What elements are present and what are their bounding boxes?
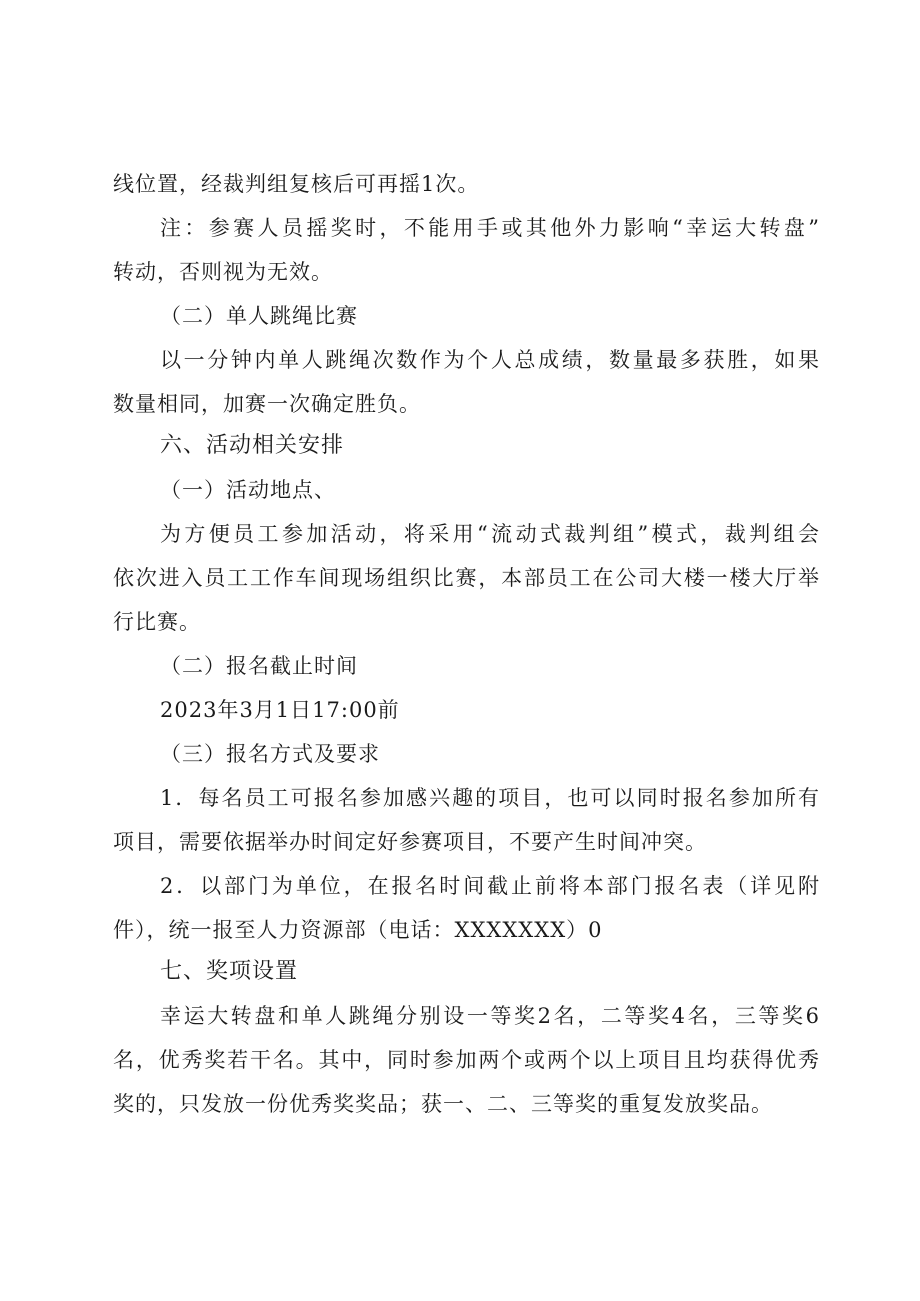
deadline-text: 2023年3月1日17:00前 <box>160 698 400 722</box>
location-line-2: 依次进入员工工作车间现场组织比赛，本部员工在公司大楼一楼大厅举 <box>113 566 820 590</box>
method-2-line-2: 件），统一报至人力资源部（电话：XXXXXXX）0 <box>113 918 603 942</box>
note-line-1: 注：参赛人员摇奖时，不能用手或其他外力影响“幸运大转盘” <box>160 216 820 240</box>
method-1-line-1: 1．每名员工可报名参加感兴趣的项目，也可以同时报名参加所有 <box>160 786 820 810</box>
subheading-location: （一）活动地点、 <box>160 478 336 502</box>
location-line-1: 为方便员工参加活动，将采用“流动式裁判组”模式，裁判组会 <box>160 522 820 546</box>
location-line-3: 行比赛。 <box>113 610 201 634</box>
rope-rule-line-1: 以一分钟内单人跳绳次数作为个人总成绩，数量最多获胜，如果 <box>160 348 820 372</box>
method-1-line-2: 项目，需要依据举办时间定好参赛项目，不要产生时间冲突。 <box>113 830 707 854</box>
rule-line-1: 线位置，经裁判组复核后可再摇1次。 <box>113 172 480 196</box>
subheading-rope-contest: （二）单人跳绳比赛 <box>160 304 358 328</box>
heading-activity-arrangements: 六、活动相关安排 <box>160 433 345 458</box>
rope-rule-line-2: 数量相同，加赛一次确定胜负。 <box>113 392 421 416</box>
awards-line-1: 幸运大转盘和单人跳绳分别设一等奖2名，二等奖4名，三等奖6 <box>160 1004 820 1028</box>
heading-awards: 七、奖项设置 <box>160 959 299 984</box>
method-2-line-1: 2．以部门为单位，在报名时间截止前将本部门报名表（详见附 <box>160 874 820 898</box>
subheading-signup-method: （三）报名方式及要求 <box>160 742 380 766</box>
subheading-deadline: （二）报名截止时间 <box>160 654 358 678</box>
note-line-2: 转动，否则视为无效。 <box>113 260 333 284</box>
awards-line-3: 奖的，只发放一份优秀奖奖品；获一、二、三等奖的重复发放奖品。 <box>113 1092 773 1116</box>
awards-line-2: 名，优秀奖若干名。其中，同时参加两个或两个以上项目且均获得优秀 <box>113 1048 820 1072</box>
